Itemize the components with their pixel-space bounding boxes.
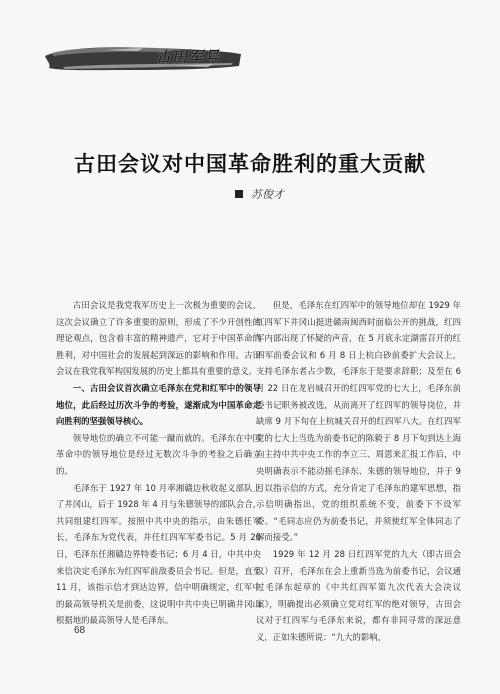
paragraph: 领导地位的确立不可能一蹴而就的。毛泽东在中国革命中的领导地位是经过无数次斗争的考验之后确立的。 [56,432,261,476]
article-title: 古田会议对中国革命胜利的重大贡献 [74,151,426,176]
paragraph: 1929 年 12 月 28 日红四军党的九大（即古田会议）召开，毛泽东在会上重新当选为前委书记，会议通过毛泽东起草的《中共红四军第九次代表大会决议案》，明确提出必须确立党对红军的绝对领导，古田会议对于红四军与毛泽东来说，都有非同寻常的深远意义，正如朱德所说：“九大的影响， [256,548,461,642]
author-line [235,186,284,202]
paragraph: 毛泽东于 1927 年 10 月率湘赣边秋收起义部队上了井冈山，后于 1928 年 4 月与朱德领导的部队会合，共同组建红四军。按照中共中央的指示，由朱德任军长，毛泽东为党代表，并任红四军军委书记。5 月 20 日，毛泽东任湘赣边界特委书记；6 月 4 日，中共中央来信决定毛泽东为红四军前敌委员会书记。但是，直至 11 月，该指示信才到达边界，信中明确规定，红军中的最高领导机关是前委，这说明中共中央已明确井冈山根据地的最高领导人是毛泽东。 [56,482,261,626]
section-title: 古田军号 [156,48,221,66]
paragraph: 但是，毛泽东在红四军中的领导地位却在 1929 年红四军下井冈山挺进赣南闽西时面临公开的挑战，红四军内部出现了怀疑的声音，在 5 月底永定湖雷召开的红四军前委会议和 6 月 8 日上杭白砂前委扩大会议上，支持毛泽东者占少数，毛泽东于是要求辞职；及至在 6 月 22 日在龙岩城召开的红四军党的七大上，毛泽东前委书记职务被改选，从而离开了红四军的领导岗位，并缺席 9 月下旬在上杭城关召开的红四军八大。在红四军党的七大上当选为前委书记的陈毅于 8 月下旬到达上海向主持中共中央工作的李立三、周恩来汇报工作后，中央明确表示不能动摇毛泽东、朱德的领导地位，并于 9 月以指示信的方式，充分肯定了毛泽东的建军思想，指示信明确指出，党的组织系统不变，前委下不设军委。“毛同志应仍为前委书记，并须使红军全体同志了解而接受。” [256,300,461,543]
section-banner [43,42,243,76]
left-column [56,297,261,629]
author-name: 苏俊才 [251,188,284,201]
section-heading: 一、古田会议首次确立毛泽东在党和红军中的领导地位，此后经过历次斗争的考验，遂渐成为中国革命走向胜利的坚强领导核心。 [56,382,261,427]
square-bullet-icon [235,190,243,198]
paragraph: 古田会议是我党我军历史上一次极为重要的会议，这次会议确立了许多重要的原则，形成了不少开创性的理论观点，包含着丰富的精神遗产，它对于中国革命的胜利，对中国社会的发展起到深远的影响和作用。古田会议在我党我军构国发展的历史上都具有重要的意义。 [56,300,261,377]
page-number: 68 [74,625,86,636]
right-column [256,297,461,645]
